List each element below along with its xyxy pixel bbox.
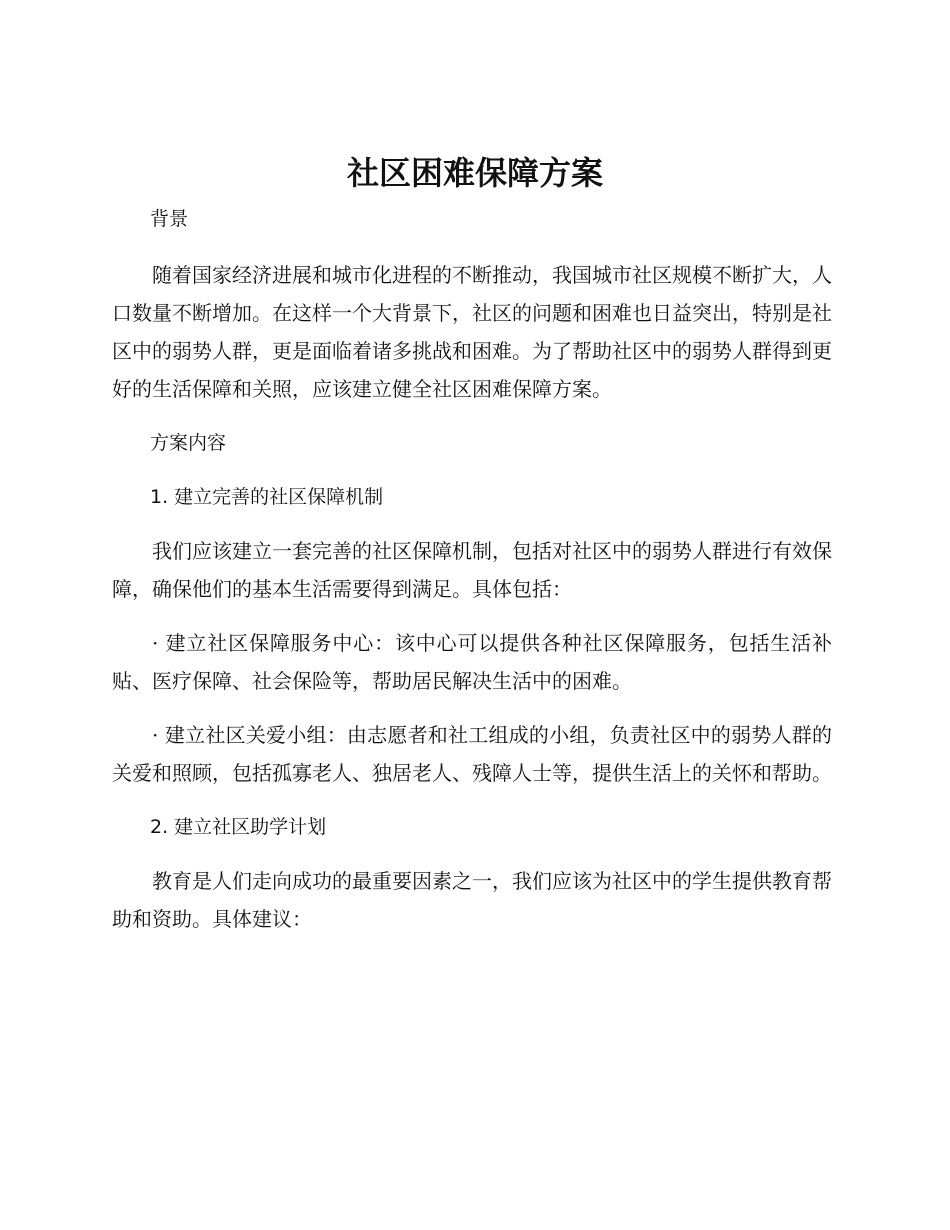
section-heading-background: 背景	[150, 208, 189, 230]
document-body	[112, 200, 832, 938]
subheading-item-1: 1. 建立完善的社区保障机制	[150, 486, 384, 508]
paragraph-item-2: 教育是人们走向成功的最重要因素之一，我们应该为社区中的学生提供教育帮助和资助。具体建议：	[112, 869, 832, 931]
paragraph-item-1: 我们应该建立一套完善的社区保障机制，包括对社区中的弱势人群进行有效保障，确保他们的基本生活需要得到满足。具体包括：	[112, 539, 832, 601]
paragraph-background: 随着国家经济进展和城市化进程的不断推动，我国城市社区规模不断扩大，人口数量不断增加。在这样一个大背景下，社区的问题和困难也日益突出，特别是社区中的弱势人群，更是面临着诸多挑战和困难。为了帮助社区中的弱势人群得到更好的生活保障和关照，应该建立健全社区困难保障方案。	[112, 263, 832, 401]
bullet-item-1-2: · 建立社区关爱小组：由志愿者和社工组成的小组，负责社区中的弱势人群的关爱和照顾，包括孤寡老人、独居老人、残障人士等，提供生活上的关怀和帮助。	[112, 723, 832, 785]
bullet-item-1-1: · 建立社区保障服务中心：该中心可以提供各种社区保障服务，包括生活补贴、医疗保障、社会保险等，帮助居民解决生活中的困难。	[112, 631, 832, 693]
section-heading-plan: 方案内容	[150, 432, 227, 454]
document-title: 社区困难保障方案	[346, 154, 603, 192]
subheading-item-2: 2. 建立社区助学计划	[150, 816, 327, 838]
